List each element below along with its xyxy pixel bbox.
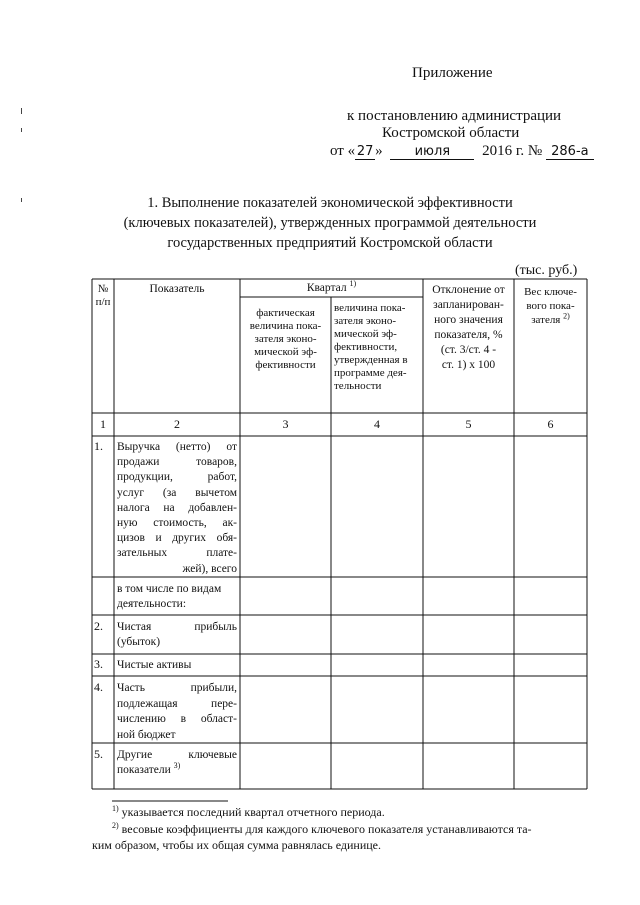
col-number-5: 5 xyxy=(465,417,472,431)
header-col-deviation-l4: показателя, % xyxy=(434,329,503,341)
scan-speck xyxy=(21,198,22,202)
date-number: 286-а xyxy=(546,144,594,160)
footnote-1 xyxy=(112,805,385,820)
row-1-line: Выручка (нетто) от xyxy=(117,441,237,453)
row-1-line: жей), всего xyxy=(182,562,237,575)
header-col-approved-l6: программе дея- xyxy=(334,367,407,379)
header-col-actual-l2: величина пока- xyxy=(249,320,322,332)
header-col-actual-l5: фективности xyxy=(255,359,316,371)
header-col-approved-l3: мической эф- xyxy=(334,328,397,340)
header-col-approved-l5: утвержденная в xyxy=(334,354,408,366)
header-col-weight xyxy=(514,285,587,327)
row-5-line-2 xyxy=(117,763,237,778)
row-1-line: продукции, работ, xyxy=(117,471,237,484)
row-1-indicator xyxy=(117,440,237,577)
header-col-approved-l4: фективности, xyxy=(334,341,398,353)
row-5-line-2-text: показатели xyxy=(117,764,171,776)
row-4-line: подлежащая пере- xyxy=(117,697,237,710)
row-1-line: ную стоимость, ак- xyxy=(117,517,237,530)
row-5-indicator xyxy=(117,748,237,778)
header-col-actual-l3: зателя эконо- xyxy=(254,333,317,345)
header-col-approved-l1: величина пока- xyxy=(334,302,406,314)
title-line-1: 1. Выполнение показателей экономической эффективности xyxy=(147,195,513,211)
row-4-number: 4. xyxy=(94,680,103,694)
resolution-line-2: Костромской области xyxy=(382,125,520,141)
header-quarter-sup: 1) xyxy=(349,279,357,289)
header-col-deviation-l5: (ст. 3/ст. 4 - xyxy=(440,344,497,356)
header-col-deviation xyxy=(423,283,514,373)
row-3-indicator xyxy=(117,658,237,673)
col-number-2: 2 xyxy=(174,417,180,431)
header-col-deviation-l2: запланирован- xyxy=(433,299,504,311)
row-5-line: Другие ключевые xyxy=(117,749,237,761)
units-label: (тыс. руб.) xyxy=(515,263,578,278)
header-col-approved-l7: тельности xyxy=(334,380,382,392)
header-col-number xyxy=(92,283,114,309)
date-close: » xyxy=(375,143,383,159)
date-year: 2016 г. № xyxy=(482,143,543,159)
header-col-number-l1: № xyxy=(97,283,109,295)
row-5-number: 5. xyxy=(94,747,103,761)
footnote-1-text: указывается последний квартал отчетного периода. xyxy=(121,805,385,819)
header-col-number-l2: п/п xyxy=(95,296,111,308)
row-2-number: 2. xyxy=(94,619,103,633)
header-col-weight-l3-text: зателя xyxy=(531,314,561,326)
title-line-3: государственных предприятий Костромской области xyxy=(167,235,493,251)
header-col-weight-l2: вого пока- xyxy=(526,300,575,312)
date-day: 27 xyxy=(356,144,374,159)
col-number-1: 1 xyxy=(100,417,106,431)
row-4-line: числению в област- xyxy=(117,713,237,725)
col-number-4: 4 xyxy=(374,417,380,431)
row-1-line: налога на добавлен- xyxy=(117,501,237,514)
header-col-actual-l1: фактическая xyxy=(256,307,315,319)
row-1a-indicator xyxy=(117,582,239,612)
footnote-2-sup: 2) xyxy=(112,821,119,830)
col-number-6: 6 xyxy=(547,417,554,431)
row-4-line: Часть прибыли, xyxy=(117,682,237,694)
header-col-weight-l1: Вес ключе- xyxy=(524,286,577,298)
row-3-number: 3. xyxy=(94,657,103,671)
row-4-indicator xyxy=(117,681,237,743)
row-5-sup: 3) xyxy=(173,761,181,771)
header-col-deviation-l1: Отклонение от xyxy=(432,284,505,296)
row-1-line: услуг (за вычетом xyxy=(117,486,237,499)
header-col-deviation-l6: ст. 1) х 100 xyxy=(441,359,496,371)
header-col-indicator: Показатель xyxy=(149,283,205,295)
row-1a-line: деятельности: xyxy=(117,598,187,610)
header-col-weight-sup: 2) xyxy=(563,311,570,321)
row-1-number: 1. xyxy=(94,439,103,453)
header-col-actual-l4: мической эф- xyxy=(254,346,317,358)
scan-speck xyxy=(21,108,22,114)
row-1-line: цизов и других обя- xyxy=(117,532,237,545)
col-number-3: 3 xyxy=(282,417,289,431)
date-month: июля xyxy=(390,144,474,160)
header-col-deviation-l3: ного значения xyxy=(434,314,503,326)
header-col-approved xyxy=(334,302,422,393)
row-1-line: зательных плате- xyxy=(117,547,237,560)
header-col-actual xyxy=(240,307,331,372)
appendix-label: Приложение xyxy=(412,65,493,81)
footnote-2 xyxy=(112,822,532,837)
footnote-2-continued: ким образом, чтобы их общая сумма равнялась единице. xyxy=(92,838,381,852)
header-quarter xyxy=(240,279,423,295)
row-1-line: продажи товаров, xyxy=(117,456,237,469)
row-4-line: ной бюджет xyxy=(117,728,176,741)
row-1a-line: в том числе по видам xyxy=(117,583,222,595)
header-col-weight-l3 xyxy=(514,313,587,327)
row-3-line: Чистые активы xyxy=(117,659,192,671)
title-line-2: (ключевых показателей), утвержденных программой деятельности xyxy=(123,215,537,231)
resolution-line-1: к постановлению администрации xyxy=(347,108,562,124)
row-2-line: Чистая прибыль xyxy=(117,621,237,633)
footnote-2-line-1: весовые коэффициенты для каждого ключевого показателя устанавливаются та- xyxy=(121,822,532,836)
footnote-1-sup: 1) xyxy=(112,804,119,813)
header-col-approved-l2: зателя эконо- xyxy=(334,315,396,327)
header-quarter-label: Квартал xyxy=(306,282,347,294)
date-prefix: от « xyxy=(330,143,356,159)
scan-speck xyxy=(21,128,22,132)
row-2-indicator xyxy=(117,620,237,650)
row-2-line: (убыток) xyxy=(117,636,161,648)
